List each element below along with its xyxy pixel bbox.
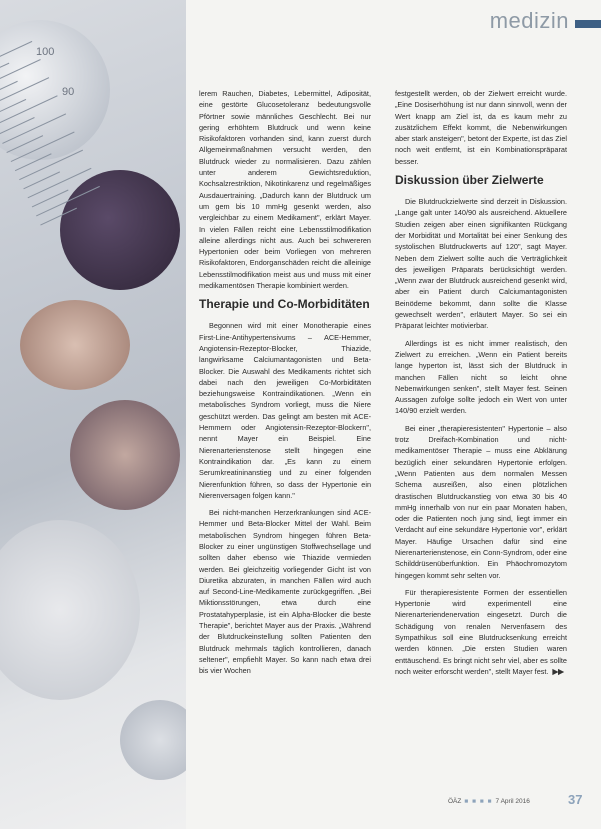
scale-number: 100	[36, 46, 55, 58]
paragraph: Allerdings ist es nicht immer realistisch, den Zielwert zu erreichen. „Wenn ein Patient bereits lange hyperton ist, lässt sich der Blutdruck in manchen Fällen nicht so leicht ohne Nebenwirkungen senken", stellt Mayer fest. Seinen Aussagen zufolge sollte jedoch ein Wert von unter 140/90 erzielt werden.	[395, 338, 567, 416]
photo-shape	[70, 400, 180, 510]
subheading-diskussion: Diskussion über Zielwerte	[395, 173, 544, 188]
paragraph: Bei nicht-manchen Herzerkrankungen sind ACE-Hemmer und Beta-Blocker Mittel der Wahl. Beim metabolischen Syndrom hingegen führen Beta-Blocker zu einer ungünstigen Stoffwechsellage und sollten daher ebenso wie Thiazide vermieden werden. Bei gleichzeitig vorliegender Gicht ist von Diuretika abzuraten, in manchen Fällen wird auch auf Second-Line-Medikamente zurückgegriffen. „Bei Miktionsstörungen, etwa durch eine Prostatahyperplasie, ist ein Alpha-Blocker die beste Therapie", berichtet Mayer aus der Praxis. „Während der Blutdruckeinstellung sollten Patienten den Blutdruck mehrmals täglich kontrollieren, danach seltener", empfiehlt Mayer. So kann nach etwa drei bis vier Wochen	[199, 508, 371, 676]
paragraph	[395, 587, 567, 677]
text-column-left	[199, 88, 371, 683]
issue-date: April 2016	[500, 798, 530, 805]
paragraph: Bei einer „therapieresistenten" Hypertonie – also trotz Dreifach-Kombination und nicht-medikamentöser Therapie – muss eine Abklärung bezüglich einer sekundären Hypertonie erfolgen. „Wenn Patienten aus dem normalen Messen Schema ausreißen, also einen plötzlichen drastischen Blutdruckanstieg von etwa 30 bis 40 mmHg innerhalb von nur ein paar Monaten haben, oder die Patienten noch jung sind, liegt immer ein Verdacht auf eine sekundäre Hypertonie vor", erklärt Mayer. Häufige Ursachen dafür sind eine Nierenarterienstenose, ein Conn-Syndrom, oder eine Schilddrüsenüberfunktion. Ein Phäochromozytom hingegen kommt sehr selten vor.	[395, 423, 567, 580]
scale-ticks	[0, 28, 144, 252]
photo-shape	[20, 300, 130, 390]
paragraph-text: Für therapieresistente Formen der essentiellen Hypertonie wird experimentell eine Nierenarteriendenervation eingesetzt. Durch die Schädigung von renalen Nervenfasern des Sympathikus soll eine Blutdrucksenkung erreicht werden können. „Die ersten Studien waren enttäuschend. Es bringt nicht sehr viel, aber es sollte noch weiter erforscht werden", stellt Mayer fest.	[395, 587, 567, 676]
paragraph: Begonnen wird mit einer Monotherapie eines First-Line-Antihypertensivums – ACE-Hemmer, Angiotensin-Rezeptor-Blocker, Thiazide, langwirksame Calciumantagonisten und Beta-Blocker. Die Auswahl des Medikaments richtet sich dabei nach den jeweiligen Co-Morbiditäten beziehungsweise Kontraindikationen. „Wenn ein metabolisches Syndrom vorliegt, muss die Niere geschützt werden. Das gelingt am besten mit ACE-Hemmern oder Angiotensin-Rezeptor-Blockern", nennt Mayer ein Beispiel. Eine Nierenarterienstenose stellt hingegen eine Kontraindikation dar. „Es kann zu einem Serumkreatininanstieg und zu einer folgenden Nierenfunktion führen, so dass der Hypertonie ein Nierenversagen folgen kann."	[199, 321, 371, 500]
paragraph: Die Blutdruckzielwerte sind derzeit in Diskussion. „Lange galt unter 140/90 als ausreichend. Aktuellere Studien zeigen aber einen signifikanten Rückgang der Morbidität und Mortalität bei einer Senkung des systolischen Blutdruckwerts auf 120", sagt Mayer. Neben dem Zielwert sollte auch die Verträglichkeit des jeweiligen Präparats berücksichtigt werden. „Wenn zwar der Blutdruck ausreichend gesenkt wird, aber ein Patient durch Calciumantagonisten Beinödeme bekommt, dann sollte die Klasse gewechselt werden", erläutert Mayer. So sei ein Präparat leichter motivierbar.	[395, 197, 567, 331]
paragraph: lerem Rauchen, Diabetes, Lebermittel, Adiposität, eine gestörte Glucosetoleranz bedeutungsvolle Pförtner sowie männliches Geschlecht. Bei nur gering erhöhtem Blutdruck und wenn keine Risikofaktoren vorhanden sind, kann zuerst durch Allgemeinmaßnahmen versucht werden, den Blutdruck wieder zu normalisieren. Dazu zählen unter anderem Gewichtsreduktion, Kochsalzrestriktion, Nikotinkarenz und regelmäßiges Ausdauertraining. „Dadurch kann der Blutdruck um um gem bis 10 mmHg gesenkt werden, also vergleichbar zu einem Medikament", erklärt Mayer. In vielen Fällen reicht eine Lebensstilmodifikation alleine allerdings nicht aus. Auch bei schwereren Hypertonien oder beim Vorliegen von mehreren Risikofaktoren, Endorganschäden reicht die alleinige Lebensstilmodifikation meist aus und muss mit einer medikamentösen Therapie kombiniert werden.	[199, 89, 371, 291]
publication-name: ÖÄZ	[448, 798, 462, 805]
section-bar	[575, 20, 601, 28]
issue-number: 7	[495, 798, 500, 805]
section-header: medizin	[489, 8, 569, 33]
scale-number: 90	[62, 86, 75, 98]
end-of-article-icon: ▶▶	[552, 666, 564, 676]
paragraph: festgestellt werden, ob der Zielwert erreicht wurde. „Eine Dosiserhöhung ist nur dann sinnvoll, wenn der Wert knapp am Ziel ist, da es kaum mehr zu zusätzlichem Effekt kommt, die Nebenwirkungen aber stark ansteigen", betont der Experte, ist das Ziel noch weit entfernt, ist ein Kombinationspräparat besser.	[395, 89, 567, 166]
page-number: 37	[568, 792, 583, 807]
text-column-right	[395, 88, 567, 683]
photo-shape	[0, 520, 140, 700]
subheading-therapie: Therapie und Co-Morbiditäten	[199, 297, 370, 312]
medical-photo	[0, 0, 186, 829]
photo-shape	[120, 700, 186, 780]
footer-stars: ■ ■ ■ ■	[464, 798, 493, 805]
page-footer	[448, 798, 530, 805]
